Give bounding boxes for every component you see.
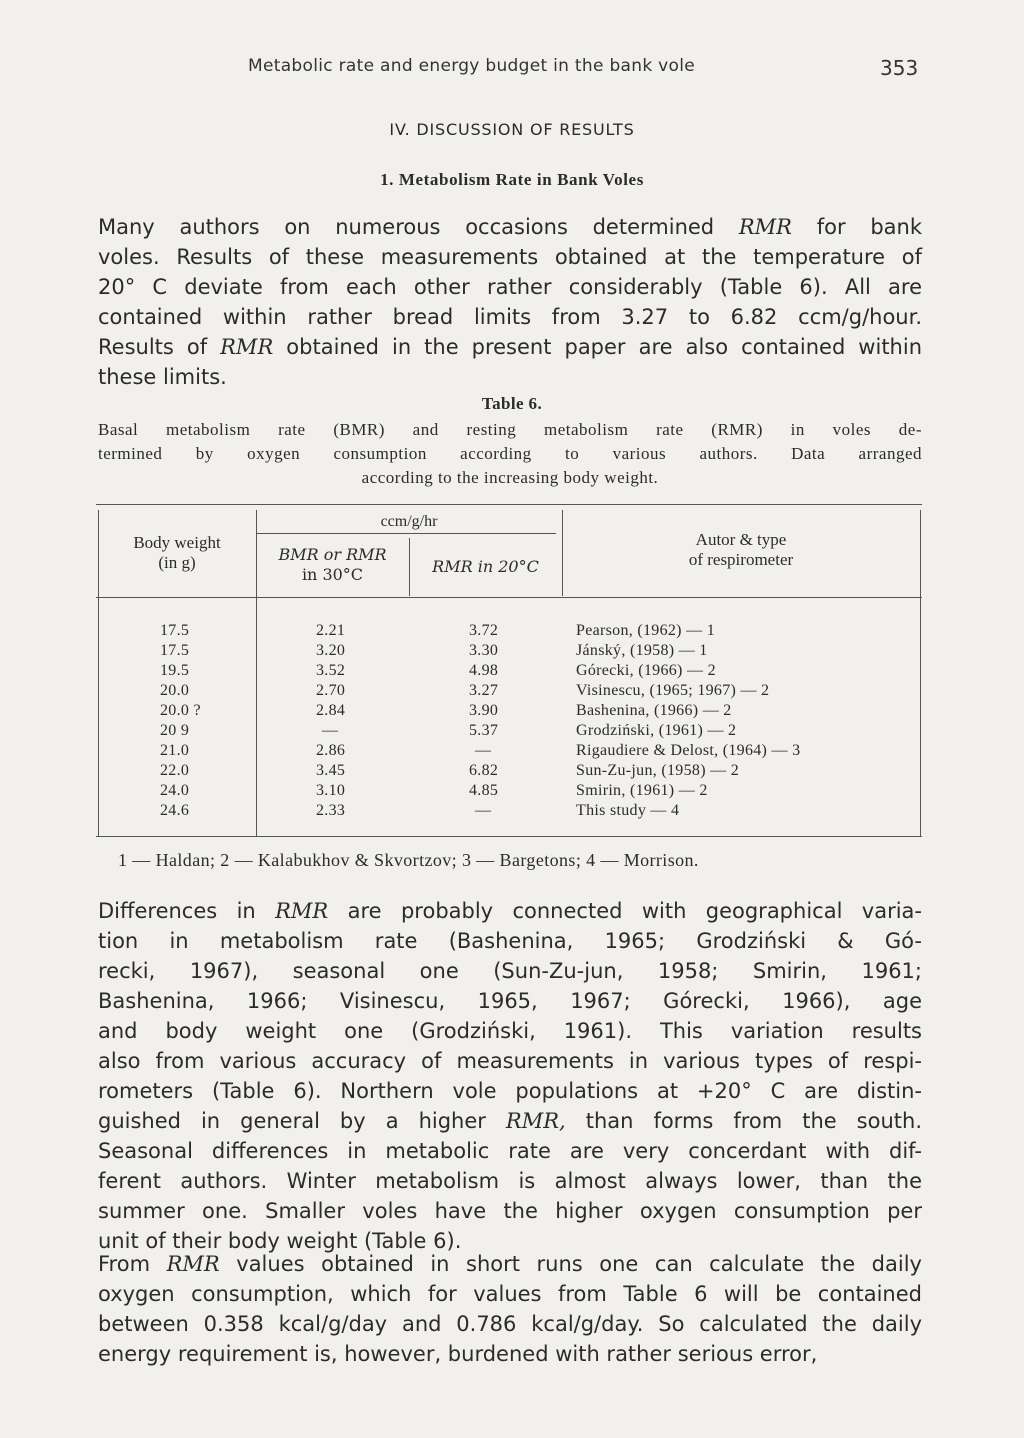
- text-run: these limits.: [98, 365, 227, 389]
- table-cell-rmr: —: [475, 802, 492, 819]
- text-run: oxygen consumption, which for values from Table 6 will be contained: [98, 1282, 922, 1306]
- text-line: [98, 272, 922, 302]
- text-run: are probably connected with geographical varia-: [328, 899, 922, 923]
- header-bmr: BMR or RMR in 30°C: [278, 545, 387, 584]
- text-run: than forms from the south.: [565, 1109, 922, 1133]
- table-cell-bmr: —: [322, 722, 339, 739]
- column-body-weight: [160, 621, 201, 821]
- table-cell-rmr: 3.72: [469, 622, 499, 639]
- table-cell-bmr: 3.10: [316, 782, 346, 799]
- text-run: ferent authors. Winter metabolism is almost always lower, than the: [98, 1169, 922, 1193]
- text-line: [98, 1046, 922, 1076]
- text-run: and body weight one (Grodziński, 1961). This variation results: [98, 1019, 922, 1043]
- caption-line: termined by oxygen consumption according to various authors. Data arranged: [98, 444, 922, 463]
- table-cell-weight: 19.5: [160, 662, 190, 679]
- text-run: between 0.358 kcal/g/day and 0.786 kcal/g/day. So calculated the daily: [98, 1312, 922, 1336]
- table-cell-rmr: 3.90: [469, 702, 499, 719]
- table-header-rule: [96, 597, 922, 598]
- caption-line: according to the increasing body weight.: [361, 468, 659, 487]
- text-line: [98, 956, 922, 986]
- italic-term: RMR: [275, 899, 329, 923]
- column-author: [576, 621, 800, 821]
- text-run: rometers (Table 6). Northern vole populations at +20° C are distin-: [98, 1079, 922, 1103]
- text-line: [98, 302, 922, 332]
- table-cell-rmr: 5.37: [469, 722, 499, 739]
- text-line: [98, 1249, 922, 1279]
- text-run: From: [98, 1252, 167, 1276]
- table-cell-rmr: 3.27: [469, 682, 499, 699]
- table-cell-rmr: 3.30: [469, 642, 499, 659]
- table-cell-weight: 17.5: [160, 642, 190, 659]
- table-bottom-rule: [96, 836, 922, 837]
- text-run: Seasonal differences in metabolic rate are very concerdant with dif-: [98, 1139, 922, 1163]
- text-line: [98, 362, 922, 392]
- text-run: values obtained in short runs one can calculate the daily: [219, 1252, 922, 1276]
- table-caption: [98, 418, 922, 490]
- table-cell-weight: 20 9: [160, 722, 190, 739]
- text-line: [98, 1166, 922, 1196]
- paragraph-differences: [98, 896, 922, 1256]
- running-header: Metabolic rate and energy budget in the bank vole: [248, 56, 696, 76]
- table-cell-author: Górecki, (1966) — 2: [576, 662, 716, 679]
- italic-term: RMR: [738, 215, 792, 239]
- text-line: [98, 1196, 922, 1226]
- text-run: also from various accuracy of measurements in various types of respi-: [98, 1049, 922, 1073]
- table-unit-rule: [256, 533, 556, 534]
- table-cell-weight: 21.0: [160, 742, 190, 759]
- table-cell-author: Grodziński, (1961) — 2: [576, 722, 737, 739]
- table-footnote: 1 — Haldan; 2 — Kalabukhov & Skvortzov; 3 — Bargetons; 4 — Morrison.: [118, 850, 699, 870]
- table-cell-bmr: 2.70: [316, 682, 346, 699]
- column-bmr: [316, 621, 345, 821]
- table-cell-rmr: 4.98: [469, 662, 499, 679]
- table-cell-bmr: 3.52: [316, 662, 346, 679]
- table-cell-author: Rigaudiere & Delost, (1964) — 3: [576, 742, 801, 759]
- table-cell-weight: 24.0: [160, 782, 190, 799]
- table-cell-weight: 17.5: [160, 622, 190, 639]
- text-line: [98, 1016, 922, 1046]
- table-top-rule: [96, 504, 922, 505]
- text-run: Differences in: [98, 899, 276, 923]
- text-run: for bank: [792, 215, 922, 239]
- text-line: [98, 926, 922, 956]
- header-body-weight: Body weight (in g): [133, 533, 221, 572]
- text-run: tion in metabolism rate (Bashenina, 1965; Grodziński & Gó-: [98, 929, 922, 953]
- text-line: [98, 1309, 922, 1339]
- text-run: Results of: [98, 335, 221, 359]
- text-line: [98, 1076, 922, 1106]
- text-run: guished in general by a higher: [98, 1109, 506, 1133]
- text-run: summer one. Smaller voles have the higher oxygen consumption per: [98, 1199, 922, 1223]
- text-run: recki, 1967), seasonal one (Sun-Zu-jun, 1958; Smirin, 1961;: [98, 959, 922, 983]
- table-cell-author: Bashenina, (1966) — 2: [576, 702, 732, 719]
- table-cell-author: Jánský, (1958) — 1: [576, 642, 708, 659]
- table-cell-bmr: 2.33: [316, 802, 346, 819]
- table-cell-bmr: 2.86: [316, 742, 346, 759]
- table-cell-weight: 22.0: [160, 762, 190, 779]
- page-number: 353: [880, 56, 919, 80]
- text-line: [98, 986, 922, 1016]
- table-title: Table 6.: [481, 394, 543, 413]
- text-line: [98, 1279, 922, 1309]
- subsection-heading: 1. Metabolism Rate in Bank Voles: [380, 170, 644, 189]
- header-unit: ccm/g/hr: [380, 513, 438, 530]
- caption-line: Basal metabolism rate (BMR) and resting metabolism rate (RMR) in voles de-: [98, 420, 922, 439]
- table-cell-author: This study — 4: [576, 802, 680, 819]
- paragraph-intro: [98, 212, 922, 392]
- text-run: contained within rather bread limits from 3.27 to 6.82 ccm/g/hour.: [98, 305, 922, 329]
- table-cell-rmr: 6.82: [469, 762, 499, 779]
- table-cell-weight: 20.0: [160, 682, 190, 699]
- text-line: [98, 242, 922, 272]
- column-rmr: [469, 621, 498, 821]
- header-rmr: RMR in 20°C: [432, 557, 539, 576]
- section-heading: IV. DISCUSSION OF RESULTS: [389, 120, 635, 139]
- text-run: voles. Results of these measurements obtained at the temperature of: [98, 245, 922, 269]
- text-run: 20° C deviate from each other rather considerably (Table 6). All are: [98, 275, 922, 299]
- italic-term: RMR,: [505, 1109, 566, 1133]
- table-cell-bmr: 3.45: [316, 762, 346, 779]
- table-cell-rmr: 4.85: [469, 782, 499, 799]
- table-cell-author: Visinescu, (1965; 1967) — 2: [576, 682, 770, 699]
- table-cell-weight: 24.6: [160, 802, 190, 819]
- text-line: [98, 1106, 922, 1136]
- text-run: Bashenina, 1966; Visinescu, 1965, 1967; Górecki, 1966), age: [98, 989, 922, 1013]
- text-run: Many authors on numerous occasions determined: [98, 215, 739, 239]
- table-cell-rmr: —: [475, 742, 492, 759]
- italic-term: RMR: [220, 335, 274, 359]
- table-right-rule: [920, 510, 921, 836]
- data-table: [96, 500, 922, 840]
- header-author: Autor & type of respirometer: [688, 530, 794, 569]
- table-cell-bmr: 2.21: [316, 622, 346, 639]
- text-line: [98, 332, 922, 362]
- text-run: unit of their body weight (Table 6).: [98, 1229, 462, 1253]
- text-line: [98, 1136, 922, 1166]
- table-cell-author: Smirin, (1961) — 2: [576, 782, 708, 799]
- italic-term: RMR: [166, 1252, 220, 1276]
- table-cell-weight: 20.0 ?: [160, 702, 201, 719]
- table-cell-author: Pearson, (1962) — 1: [576, 622, 716, 639]
- text-line: [98, 1339, 922, 1369]
- table-cell-bmr: 2.84: [316, 702, 346, 719]
- text-run: energy requirement is, however, burdened with rather serious error,: [98, 1342, 818, 1366]
- paragraph-daily-consumption: [98, 1249, 922, 1369]
- table-cell-bmr: 3.20: [316, 642, 346, 659]
- text-run: obtained in the present paper are also contained within: [273, 335, 923, 359]
- text-line: [98, 212, 922, 242]
- table-cell-author: Sun-Zu-jun, (1958) — 2: [576, 762, 740, 779]
- text-line: [98, 896, 922, 926]
